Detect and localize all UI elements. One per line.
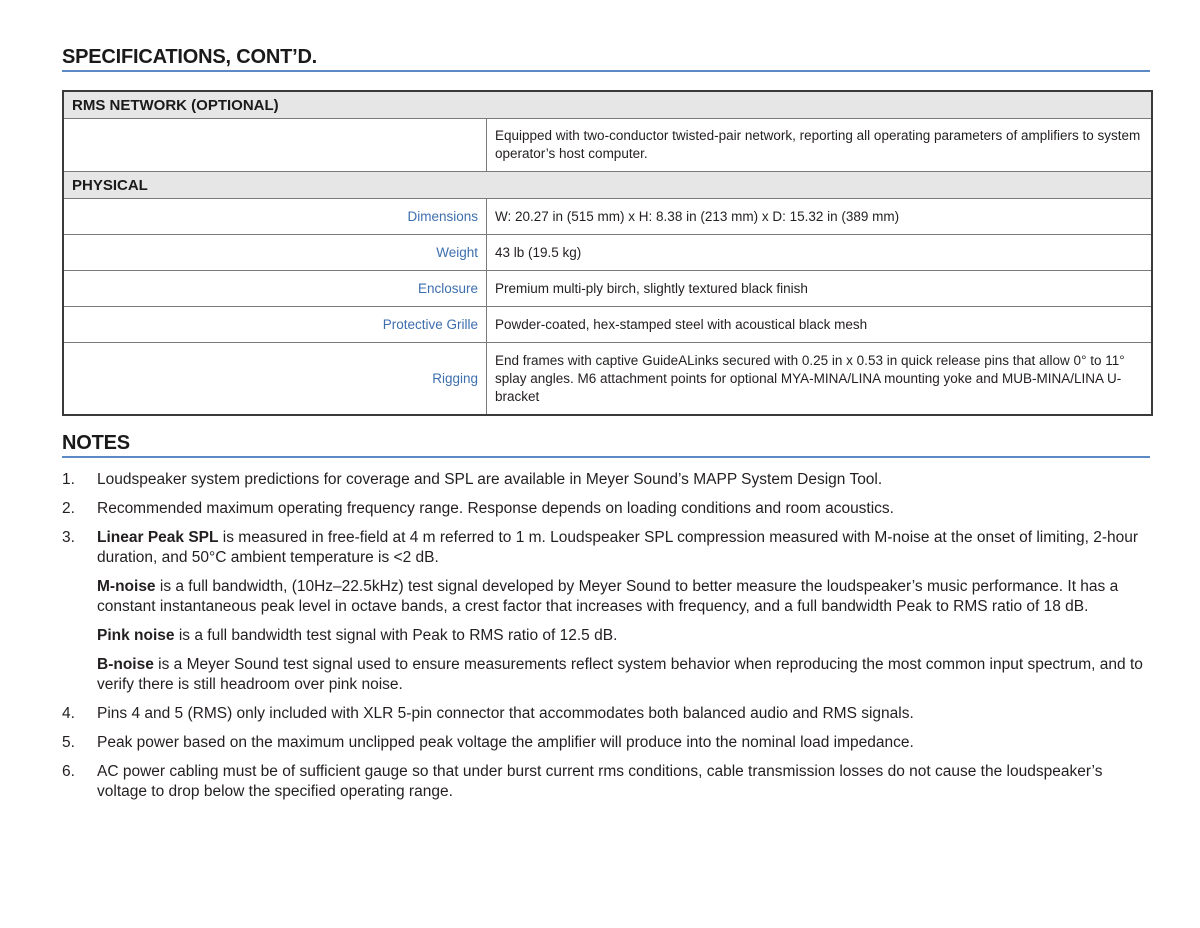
note-term: B-noise — [97, 656, 154, 673]
note-item — [62, 733, 1152, 753]
note-number: 1. — [62, 471, 75, 488]
note-term: Pink noise — [97, 627, 175, 644]
note-number: 5. — [62, 734, 75, 751]
note-text: Recommended maximum operating frequency range. Response depends on loading conditions and room acoustics. — [97, 500, 894, 517]
spec-label: Dimensions — [63, 199, 487, 235]
notes-title: NOTES — [62, 432, 1150, 458]
note-text: is a full bandwidth test signal with Peak to RMS ratio of 12.5 dB. — [174, 627, 618, 644]
table-row — [63, 343, 1152, 416]
note-text: is a full bandwidth, (10Hz–22.5kHz) test signal developed by Meyer Sound to better measure the loudspeaker’s music performance. It has a constant instantaneous peak level in octave bands, a crest factor that increases with frequency, and a full bandwidth Peak to RMS ratio of 18 dB. — [97, 578, 1119, 615]
note-text: is a Meyer Sound test signal used to ensure measurements reflect system behavior when reproducing the most common input spectrum, and to verify there is still headroom over pink noise. — [97, 656, 1143, 693]
group-title-rms: RMS NETWORK (OPTIONAL) — [63, 91, 1152, 119]
note-item — [62, 704, 1152, 724]
note-term: Linear Peak SPL — [97, 529, 219, 546]
note-text: Pins 4 and 5 (RMS) only included with XLR 5-pin connector that accommodates both balanced audio and RMS signals. — [97, 705, 914, 722]
note-text: is measured in free-field at 4 m referred to 1 m. Loudspeaker SPL compression measured with M-noise at the onset of limiting, 2-hour duration, and 50°C ambient temperature is <2 dB. — [97, 529, 1139, 566]
table-row — [63, 235, 1152, 271]
table-row — [63, 271, 1152, 307]
note-item — [62, 470, 1152, 490]
spec-value: Premium multi-ply birch, slightly textured black finish — [487, 271, 1153, 307]
group-title-physical: PHYSICAL — [63, 172, 1152, 199]
note-number: 2. — [62, 500, 75, 517]
table-row — [63, 307, 1152, 343]
spec-label: Enclosure — [63, 271, 487, 307]
spec-label: Rigging — [63, 343, 487, 416]
table-row — [63, 119, 1152, 172]
note-paragraph — [97, 528, 1152, 568]
note-paragraph — [97, 577, 1152, 617]
note-item — [62, 762, 1152, 802]
note-paragraph — [97, 626, 1152, 646]
note-number: 4. — [62, 705, 75, 722]
table-row — [63, 199, 1152, 235]
note-number: 3. — [62, 529, 75, 546]
note-text: Loudspeaker system predictions for coverage and SPL are available in Meyer Sound’s MAPP System Design Tool. — [97, 471, 883, 488]
note-item — [62, 528, 1152, 695]
spec-value: W: 20.27 in (515 mm) x H: 8.38 in (213 mm) x D: 15.32 in (389 mm) — [487, 199, 1153, 235]
spec-value: Powder-coated, hex-stamped steel with acoustical black mesh — [487, 307, 1153, 343]
note-text: AC power cabling must be of sufficient gauge so that under burst current rms conditions, cable transmission losses do not cause the loudspeaker’s voltage to drop below the specified operating range. — [97, 763, 1103, 800]
page-title: SPECIFICATIONS, CONT’D. — [62, 46, 1150, 72]
table-group-header — [63, 172, 1152, 199]
spec-label — [63, 119, 487, 172]
spec-value: 43 lb (19.5 kg) — [487, 235, 1153, 271]
notes-list — [62, 470, 1152, 811]
spec-value: Equipped with two-conductor twisted-pair network, reporting all operating parameters of amplifiers to system operator’s host computer. — [487, 119, 1153, 172]
table-group-header — [63, 91, 1152, 119]
note-item — [62, 499, 1152, 519]
spec-label: Weight — [63, 235, 487, 271]
note-term: M-noise — [97, 578, 156, 595]
spec-label: Protective Grille — [63, 307, 487, 343]
spec-value: End frames with captive GuideALinks secured with 0.25 in x 0.53 in quick release pins that allow 0° to 11° splay angles. M6 attachment points for optional MYA-MINA/LINA mounting yoke and MUB-MINA/LINA U-bracket — [487, 343, 1153, 416]
note-number: 6. — [62, 763, 75, 780]
note-paragraph — [97, 655, 1152, 695]
note-text: Peak power based on the maximum unclipped peak voltage the amplifier will produce into the nominal load impedance. — [97, 734, 914, 751]
specifications-table — [62, 90, 1153, 416]
